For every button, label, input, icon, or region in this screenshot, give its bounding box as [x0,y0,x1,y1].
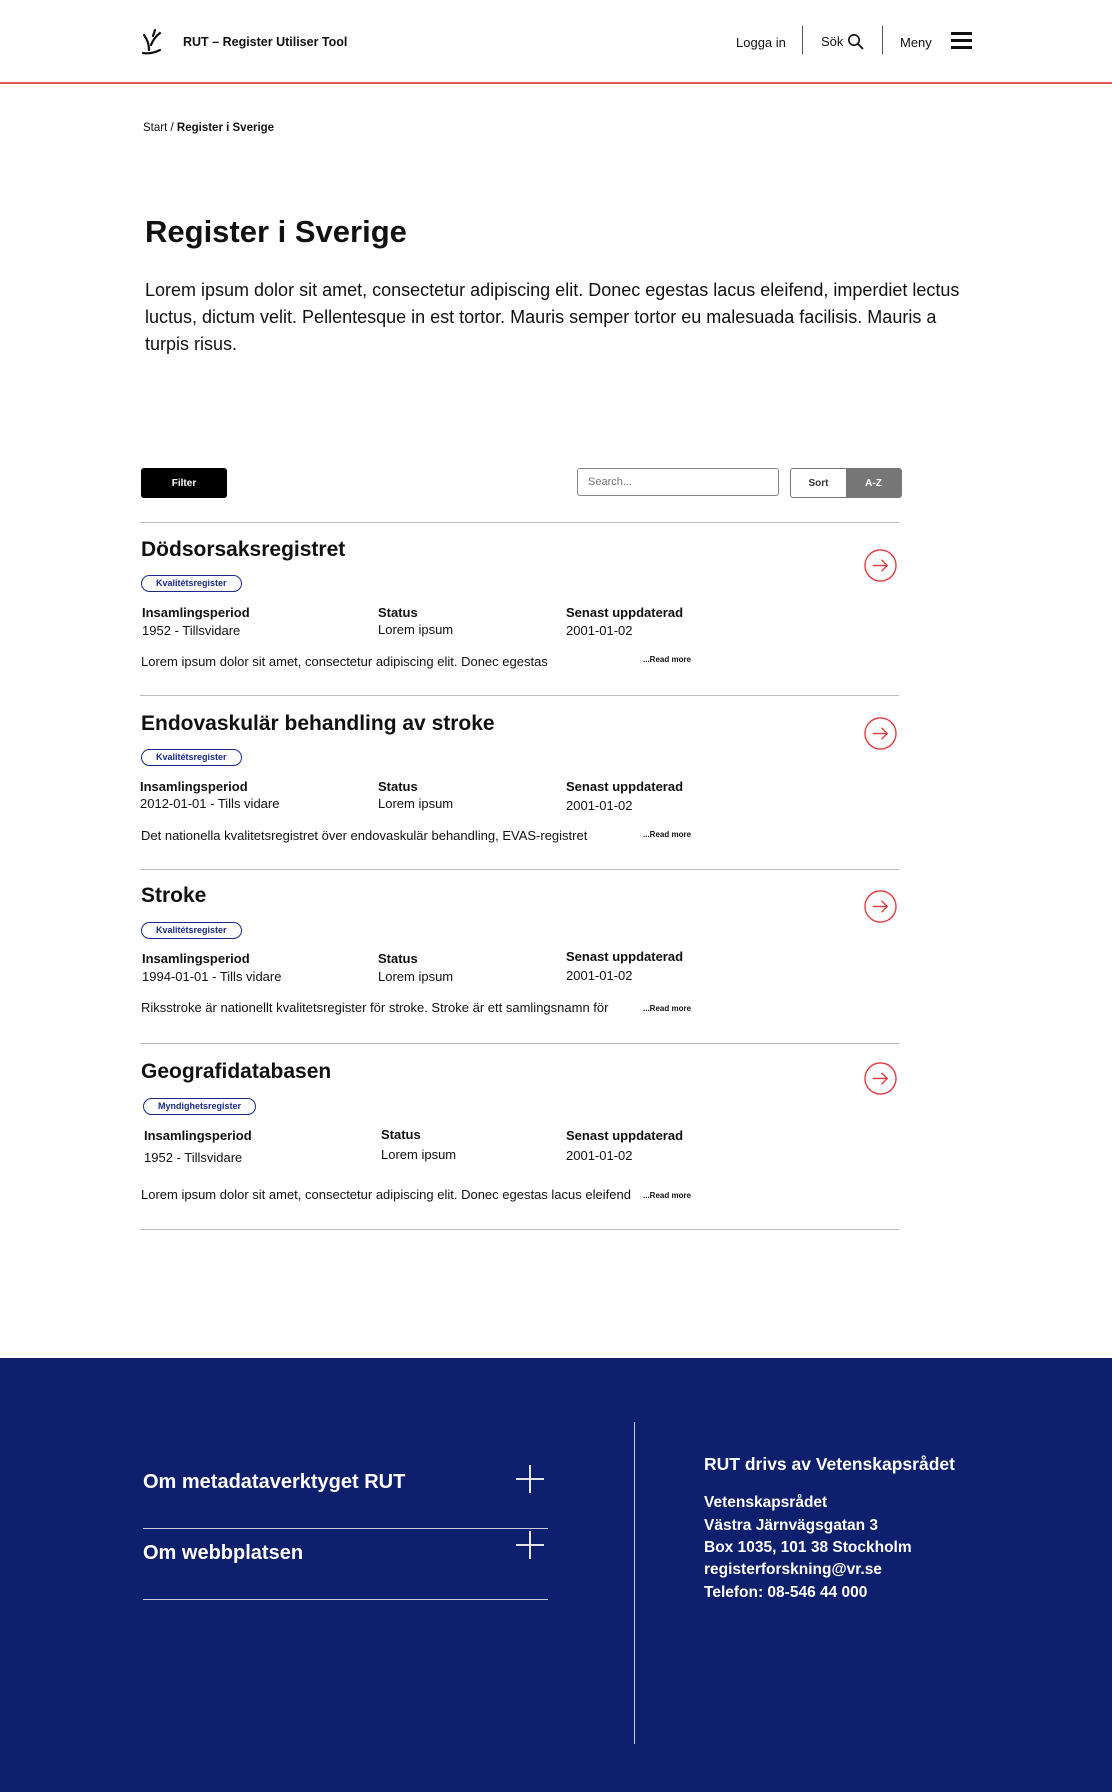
updated-value: 2001-01-02 [566,623,633,638]
contact-email[interactable]: registerforskning@vr.se [704,1561,882,1578]
accordion-label[interactable]: Om webbplatsen [143,1542,304,1564]
site-footer [0,1358,1112,1792]
register-card [140,538,900,698]
nav-divider [882,26,883,54]
accordion-item[interactable] [143,1458,548,1529]
period-label: Insamlingsperiod [142,951,250,966]
list-divider [140,1229,899,1230]
status-label: Status [378,605,418,620]
updated-value: 2001-01-02 [566,968,633,983]
search-icon [847,33,864,50]
breadcrumb-start[interactable]: Start [143,122,168,134]
register-title[interactable]: Endovaskulär behandling av stroke [141,712,495,735]
list-divider [140,522,899,523]
list-divider [140,1043,899,1044]
period-label: Insamlingsperiod [142,605,250,620]
register-type-badge: Myndighetsregister [143,1098,256,1115]
updated-label: Senast uppdaterad [566,1128,684,1143]
plus-icon[interactable] [515,1464,545,1494]
updated-value: 2001-01-02 [566,1148,633,1163]
read-more-link[interactable]: ...Read more [643,1191,692,1200]
register-card [140,1060,900,1220]
read-more-link[interactable]: ...Read more [643,655,692,664]
contact-street: Västra Järnvägsgatan 3 [704,1517,879,1534]
footer-divider [634,1422,635,1744]
search-label: Sök [821,34,844,49]
register-type-badge: Kvalitétsregister [141,575,242,592]
status-value: Lorem ipsum [378,969,454,984]
register-type-badge: Kvalitétsregister [141,922,242,939]
breadcrumb-separator: / [170,122,174,134]
search-link[interactable] [821,33,864,50]
register-card [140,712,900,872]
register-title[interactable]: Stroke [141,884,207,907]
period-value: 1952 - Tillsvidare [144,1150,243,1165]
plus-icon[interactable] [515,1530,545,1560]
page-intro: Lorem ipsum dolor sit amet, consectetur adipiscing elit. Donec egestas lacus eleifend, imperdiet lectus luctus, dictum velit. Pellentesque in est tortor. Mauris semper tortor eu malesuada facilisis. Mauris a turpis risus. [145,280,960,354]
period-label: Insamlingsperiod [140,779,248,794]
sort-value-az[interactable]: A-Z [846,469,901,497]
read-more-link[interactable]: ...Read more [643,1004,692,1013]
register-description: Lorem ipsum dolor sit amet, consectetur adipiscing elit. Donec egestas lacus eleifend [141,1187,631,1202]
register-title[interactable]: Dödsorsaksregistret [141,538,346,561]
list-divider [140,869,899,870]
register-card [140,884,900,1044]
register-description: Lorem ipsum dolor sit amet, consectetur adipiscing elit. Donec egestas [141,654,548,669]
menu-link[interactable]: Meny [900,35,932,50]
register-title[interactable]: Geografidatabasen [141,1060,332,1083]
period-value: 1952 - Tillsvidare [142,623,241,638]
contact-phone[interactable]: Telefon: 08-546 44 000 [704,1584,868,1601]
register-description: Det nationella kvalitetsregistret över endovaskulär behandling, EVAS-registret [141,828,588,843]
updated-value: 2001-01-02 [566,798,633,813]
app-title[interactable]: RUT – Register Utiliser Tool [183,35,348,49]
arrow-right-icon[interactable] [864,717,897,750]
read-more-link[interactable]: ...Read more [643,830,692,839]
arrow-right-icon[interactable] [864,1062,897,1095]
site-header [0,0,1112,84]
period-label: Insamlingsperiod [144,1128,252,1143]
contact-box: Box 1035, 101 38 Stockholm [704,1539,912,1556]
list-divider [140,695,899,696]
status-value: Lorem ipsum [378,796,454,811]
arrow-right-icon[interactable] [864,890,897,923]
status-label: Status [381,1127,421,1142]
nav-divider [802,26,803,54]
sort-toggle[interactable] [790,468,902,498]
sort-label[interactable]: Sort [808,477,829,489]
contact-organisation: Vetenskapsrådet [704,1494,828,1511]
period-value: 1994-01-01 - Tills vidare [142,969,282,984]
filter-button[interactable]: Filter [141,468,227,498]
arrow-right-icon[interactable] [864,549,897,582]
search-input[interactable] [577,468,779,496]
logo-icon[interactable] [140,28,164,56]
contact-title: RUT drivs av Vetenskapsrådet [704,1454,955,1474]
hamburger-icon[interactable] [951,32,972,50]
register-description: Riksstroke är nationellt kvalitetsregister för stroke. Stroke är ett samlingsnamn för [141,1000,609,1015]
status-label: Status [378,951,418,966]
status-value: Lorem ipsum [378,622,454,637]
status-value: Lorem ipsum [381,1147,457,1162]
register-type-badge: Kvalitétsregister [141,749,242,766]
login-link[interactable]: Logga in [736,35,786,50]
accordion-label[interactable]: Om metadataverktyget RUT [143,1471,406,1493]
status-label: Status [378,779,418,794]
updated-label: Senast uppdaterad [566,605,684,620]
accordion-item[interactable] [143,1529,548,1600]
period-value: 2012-01-01 - Tills vidare [140,796,280,811]
breadcrumb [143,122,274,134]
breadcrumb-current: Register i Sverige [176,122,275,134]
updated-label: Senast uppdaterad [566,779,684,794]
page-title: Register i Sverige [145,214,407,249]
updated-label: Senast uppdaterad [566,949,684,964]
